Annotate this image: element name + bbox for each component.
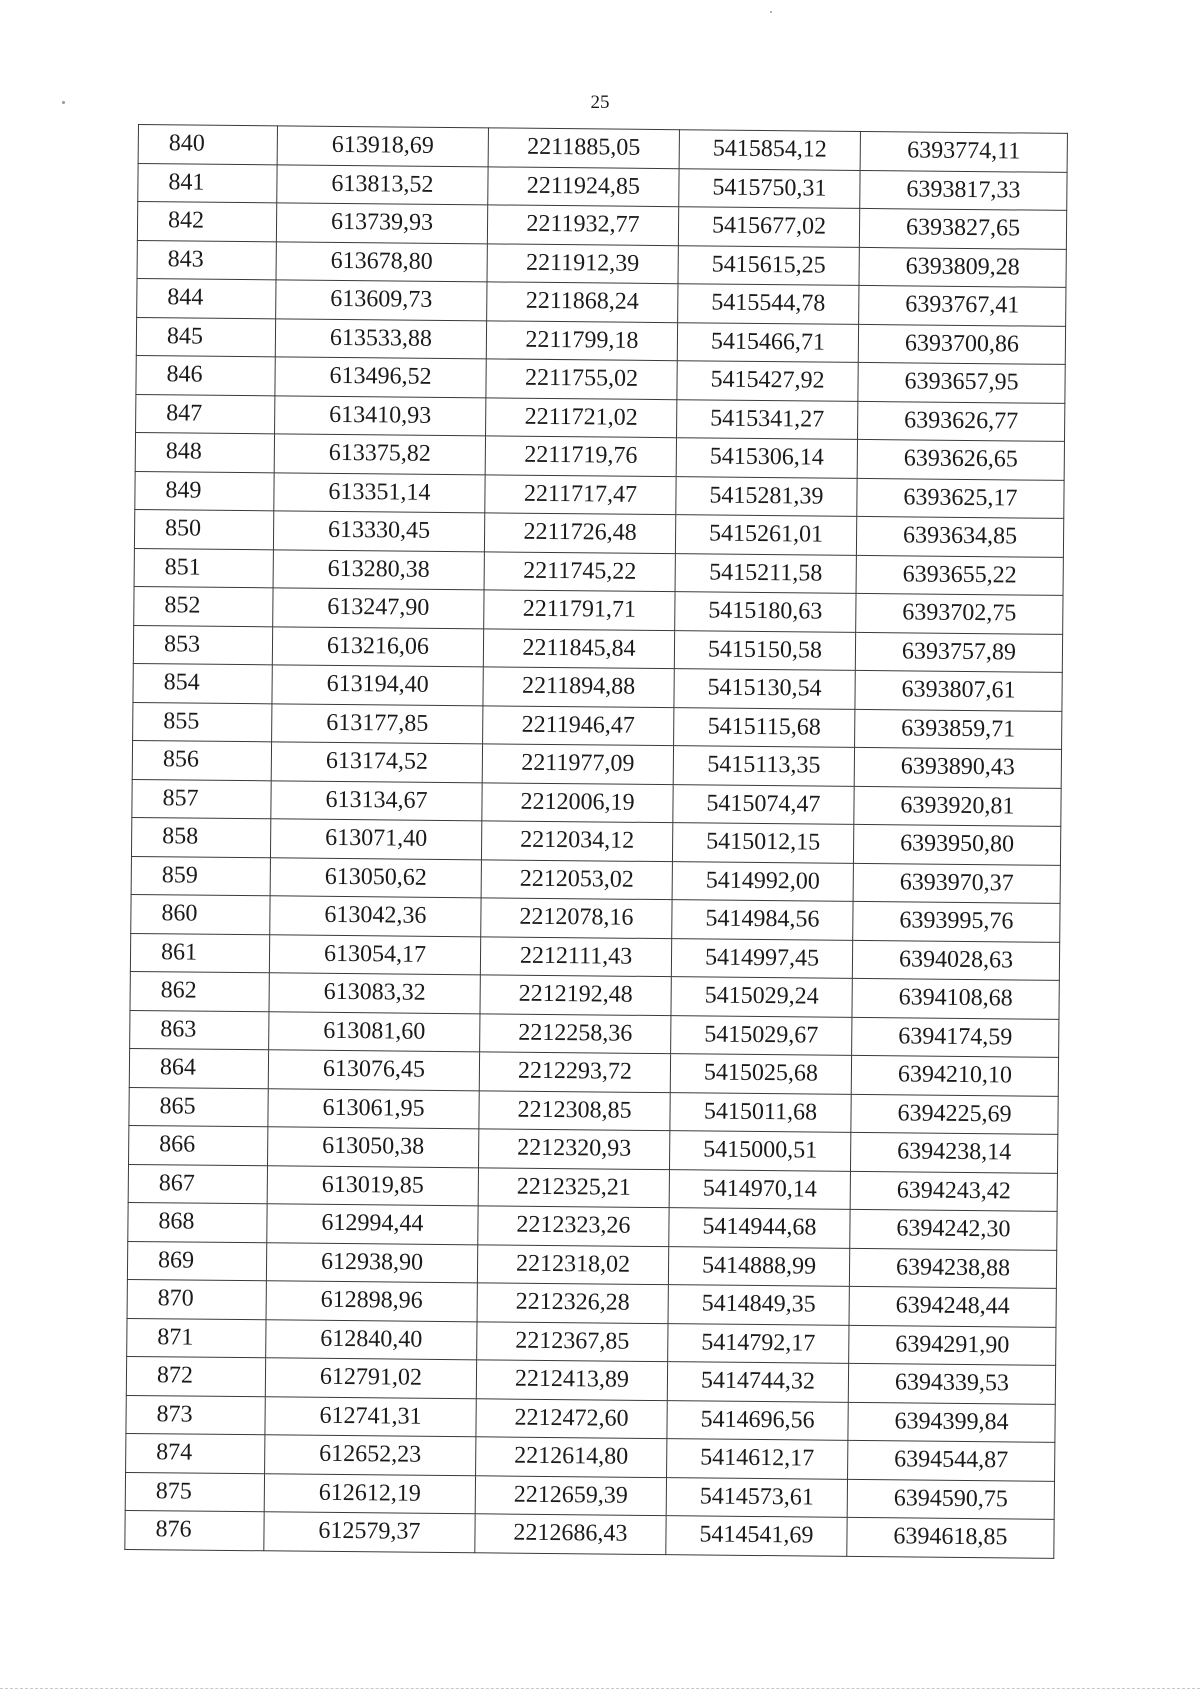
coordinate-cell: 613081,60 xyxy=(269,1011,480,1052)
coordinate-cell: 6393626,77 xyxy=(858,401,1065,441)
coordinate-cell: 6394174,59 xyxy=(852,1017,1059,1057)
coordinate-cell: 5415615,25 xyxy=(678,245,859,285)
point-number-cell: 846 xyxy=(136,355,275,395)
coordinate-cell: 5414744,32 xyxy=(667,1362,848,1402)
coordinate-cell: 5415341,27 xyxy=(677,399,858,439)
coordinate-cell: 612652,23 xyxy=(265,1435,476,1476)
coordinate-cell: 6394399,84 xyxy=(848,1402,1055,1442)
coordinate-cell: 613330,45 xyxy=(273,511,484,552)
coordinate-cell: 6394238,88 xyxy=(849,1248,1056,1288)
point-number-cell: 865 xyxy=(129,1087,268,1127)
coordinate-cell: 2211845,84 xyxy=(483,628,674,668)
coordinate-cell: 5414696,56 xyxy=(667,1400,848,1440)
point-number-cell: 863 xyxy=(130,1010,269,1050)
coordinate-cell: 5414888,99 xyxy=(668,1246,849,1286)
coordinate-cell: 613076,45 xyxy=(268,1050,479,1091)
coordinate-cell: 613134,67 xyxy=(271,780,482,821)
coordinate-cell: 5415544,78 xyxy=(678,284,859,324)
point-number-cell: 862 xyxy=(130,971,269,1011)
point-number-cell: 856 xyxy=(132,740,271,780)
coordinate-cell: 5415029,67 xyxy=(671,1015,852,1055)
coordinate-cell: 2211924,85 xyxy=(488,166,679,206)
coordinate-cell: 6393702,75 xyxy=(856,593,1063,633)
point-number-cell: 853 xyxy=(133,625,272,665)
coordinate-cell: 613351,14 xyxy=(274,472,485,513)
coordinate-cell: 613019,85 xyxy=(267,1165,478,1206)
coordinate-cell: 2211717,47 xyxy=(485,474,676,514)
coordinate-cell: 2211791,71 xyxy=(484,590,675,630)
coordinate-cell: 613050,38 xyxy=(268,1127,479,1168)
coordinate-cell: 2211721,02 xyxy=(486,397,677,437)
coordinate-cell: 5415000,51 xyxy=(669,1131,850,1171)
coordinate-cell: 6393700,86 xyxy=(858,324,1065,364)
coordinate-cell: 2211885,05 xyxy=(488,128,679,168)
coordinate-cell: 2212367,85 xyxy=(477,1321,668,1361)
coordinate-cell: 613061,95 xyxy=(268,1088,479,1129)
coordinate-cell: 6394339,53 xyxy=(848,1363,1055,1403)
coordinate-cell: 5415025,68 xyxy=(670,1054,851,1094)
coordinate-cell: 6393817,33 xyxy=(860,170,1067,210)
coordinate-cell: 2212308,85 xyxy=(479,1090,670,1130)
coordinate-cell: 5415150,58 xyxy=(674,630,855,670)
coordinate-cell: 2212293,72 xyxy=(479,1052,670,1092)
coordinate-cell: 612994,44 xyxy=(267,1204,478,1245)
coordinate-cell: 6393774,11 xyxy=(860,131,1067,171)
point-number-cell: 842 xyxy=(137,202,276,242)
coordinate-cell: 6393767,41 xyxy=(859,285,1066,325)
coordinate-cell: 6394238,14 xyxy=(850,1132,1057,1172)
coordinate-cell: 2211977,09 xyxy=(482,744,673,784)
coordinate-cell: 613813,52 xyxy=(277,164,488,205)
coordinate-cell: 613054,17 xyxy=(269,934,480,975)
coordinate-cell: 612938,90 xyxy=(266,1242,477,1283)
coordinate-cell: 5415677,02 xyxy=(678,207,859,247)
point-number-cell: 870 xyxy=(127,1279,266,1319)
coordinate-cell: 613042,36 xyxy=(270,896,481,937)
coordinate-cell: 613050,62 xyxy=(270,857,481,898)
coordinate-cell: 6394248,44 xyxy=(849,1286,1056,1326)
coordinate-cell: 2212326,28 xyxy=(477,1283,668,1323)
coordinate-cell: 613194,40 xyxy=(272,665,483,706)
point-number-cell: 848 xyxy=(135,432,274,472)
coordinate-cell: 5414984,56 xyxy=(672,900,853,940)
coordinate-cell: 5415261,01 xyxy=(675,515,856,555)
coordinate-cell: 613739,93 xyxy=(276,203,487,244)
table-row xyxy=(125,1510,1054,1557)
coordinate-cell: 2211799,18 xyxy=(486,320,677,360)
coordinate-cell: 6393827,65 xyxy=(859,208,1066,248)
point-number-cell: 844 xyxy=(137,278,276,318)
coordinate-cell: 2212325,21 xyxy=(478,1167,669,1207)
point-number-cell: 869 xyxy=(127,1241,266,1281)
point-number-cell: 864 xyxy=(129,1048,268,1088)
point-number-cell: 840 xyxy=(138,125,277,165)
coordinate-cell: 6393890,43 xyxy=(854,747,1061,787)
coordinate-cell: 5414792,17 xyxy=(668,1323,849,1363)
point-number-cell: 851 xyxy=(134,548,273,588)
coordinate-cell: 5415074,47 xyxy=(673,784,854,824)
coordinate-cell: 6394242,30 xyxy=(850,1209,1057,1249)
coordinate-cell: 2212078,16 xyxy=(481,898,672,938)
point-number-cell: 868 xyxy=(128,1202,267,1242)
coordinate-cell: 613174,52 xyxy=(271,742,482,783)
coordinate-cell: 613609,73 xyxy=(276,280,487,321)
coordinate-cell: 2211745,22 xyxy=(484,551,675,591)
coordinate-cell: 2211719,76 xyxy=(485,436,676,476)
coordinate-cell: 613410,93 xyxy=(275,395,486,436)
coordinate-cell: 6393859,71 xyxy=(855,709,1062,749)
coordinate-cell: 5415306,14 xyxy=(676,438,857,478)
coordinates-table-body xyxy=(125,125,1068,1558)
coordinate-cell: 612741,31 xyxy=(265,1396,476,1437)
coordinates-table xyxy=(124,124,1068,1558)
coordinate-cell: 6393970,37 xyxy=(853,863,1060,903)
coordinate-cell: 612791,02 xyxy=(265,1358,476,1399)
coordinate-cell: 6394291,90 xyxy=(849,1325,1056,1365)
point-number-cell: 861 xyxy=(130,933,269,973)
coordinate-cell: 613247,90 xyxy=(273,588,484,629)
coordinate-cell: 6393757,89 xyxy=(855,632,1062,672)
coordinate-cell: 6393995,76 xyxy=(853,901,1060,941)
coordinate-cell: 613177,85 xyxy=(272,703,483,744)
coordinate-cell: 5415180,63 xyxy=(675,592,856,632)
coordinate-cell: 2212614,80 xyxy=(476,1437,667,1477)
coordinate-cell: 6394028,63 xyxy=(852,940,1059,980)
coordinate-cell: 5415854,12 xyxy=(679,130,860,170)
coordinate-cell: 613678,80 xyxy=(276,241,487,282)
coordinate-cell: 613280,38 xyxy=(273,549,484,590)
coordinate-cell: 2211894,88 xyxy=(483,667,674,707)
point-number-cell: 872 xyxy=(126,1356,265,1396)
coordinate-cell: 6394108,68 xyxy=(852,978,1059,1018)
coordinate-cell: 2212258,36 xyxy=(480,1013,671,1053)
coordinate-cell: 5415427,92 xyxy=(677,361,858,401)
point-number-cell: 860 xyxy=(131,894,270,934)
coordinate-cell: 2212413,89 xyxy=(476,1360,667,1400)
coordinate-cell: 6393634,85 xyxy=(856,516,1063,556)
coordinate-cell: 6394210,10 xyxy=(851,1055,1058,1095)
coordinate-cell: 612579,37 xyxy=(264,1512,475,1553)
coordinate-cell: 5415113,35 xyxy=(673,746,854,786)
scan-edge-line xyxy=(0,1688,1200,1689)
coordinate-cell: 5414944,68 xyxy=(669,1208,850,1248)
coordinate-cell: 613533,88 xyxy=(275,318,486,359)
coordinate-cell: 5415750,31 xyxy=(679,168,860,208)
coordinate-cell: 613496,52 xyxy=(275,357,486,398)
coordinate-cell: 612612,19 xyxy=(264,1473,475,1514)
coordinate-cell: 6393920,81 xyxy=(854,786,1061,826)
point-number-cell: 843 xyxy=(137,240,276,280)
point-number-cell: 858 xyxy=(131,817,270,857)
point-number-cell: 849 xyxy=(135,471,274,511)
coordinate-cell: 5414997,45 xyxy=(671,938,852,978)
coordinate-cell: 6394225,69 xyxy=(851,1094,1058,1134)
coordinate-cell: 5415115,68 xyxy=(674,707,855,747)
coordinate-cell: 2211755,02 xyxy=(486,359,677,399)
coordinate-cell: 2211726,48 xyxy=(484,513,675,553)
point-number-cell: 854 xyxy=(133,663,272,703)
point-number-cell: 871 xyxy=(127,1318,266,1358)
coordinate-cell: 2212472,60 xyxy=(476,1398,667,1438)
coordinate-cell: 6394544,87 xyxy=(848,1440,1055,1480)
coordinate-cell: 6394243,42 xyxy=(850,1171,1057,1211)
coordinate-cell: 5414970,14 xyxy=(669,1169,850,1209)
point-number-cell: 850 xyxy=(134,509,273,549)
coordinate-cell: 6394590,75 xyxy=(847,1479,1054,1519)
point-number-cell: 866 xyxy=(129,1125,268,1165)
scan-speck xyxy=(62,101,65,104)
coordinate-cell: 612898,96 xyxy=(266,1281,477,1322)
coordinate-cell: 2211868,24 xyxy=(487,282,678,322)
point-number-cell: 845 xyxy=(136,317,275,357)
coordinate-cell: 2212318,02 xyxy=(477,1244,668,1284)
coordinate-cell: 5415029,24 xyxy=(671,977,852,1017)
coordinate-cell: 5414612,17 xyxy=(667,1439,848,1479)
coordinate-cell: 613083,32 xyxy=(269,973,480,1014)
point-number-cell: 855 xyxy=(133,702,272,742)
scan-speck xyxy=(770,11,772,13)
coordinate-cell: 2212320,93 xyxy=(479,1129,670,1169)
coordinate-cell: 2212192,48 xyxy=(480,975,671,1015)
coordinate-cell: 5414992,00 xyxy=(672,861,853,901)
coordinate-cell: 612840,40 xyxy=(266,1319,477,1360)
point-number-cell: 857 xyxy=(132,779,271,819)
coordinate-cell: 2212111,43 xyxy=(480,936,671,976)
coordinate-cell: 6393950,80 xyxy=(853,824,1060,864)
coordinate-cell: 6393626,65 xyxy=(857,439,1064,479)
point-number-cell: 875 xyxy=(125,1472,264,1512)
coordinate-cell: 6393625,17 xyxy=(857,478,1064,518)
coordinate-cell: 2211912,39 xyxy=(487,243,678,283)
coordinate-cell: 6393809,28 xyxy=(859,247,1066,287)
coordinate-cell: 613071,40 xyxy=(270,819,481,860)
coordinate-cell: 2212686,43 xyxy=(475,1514,666,1554)
point-number-cell: 859 xyxy=(131,856,270,896)
coordinate-cell: 5414541,69 xyxy=(666,1516,847,1556)
coordinate-cell: 5415211,58 xyxy=(675,553,856,593)
coordinate-cell: 6393657,95 xyxy=(858,362,1065,402)
coordinate-cell: 2212053,02 xyxy=(481,859,672,899)
coordinate-cell: 2212034,12 xyxy=(481,821,672,861)
coordinate-cell: 2212006,19 xyxy=(482,782,673,822)
coordinate-cell: 5415281,39 xyxy=(676,476,857,516)
point-number-cell: 874 xyxy=(126,1433,265,1473)
coordinate-cell: 5415011,68 xyxy=(670,1092,851,1132)
page-number: 25 xyxy=(590,92,610,113)
point-number-cell: 847 xyxy=(136,394,275,434)
point-number-cell: 867 xyxy=(128,1164,267,1204)
coordinate-cell: 5415466,71 xyxy=(677,322,858,362)
coordinate-cell: 2212659,39 xyxy=(475,1475,666,1515)
point-number-cell: 873 xyxy=(126,1395,265,1435)
coordinate-cell: 2211932,77 xyxy=(487,205,678,245)
coordinate-cell: 613216,06 xyxy=(272,626,483,667)
coordinate-cell: 5415012,15 xyxy=(672,823,853,863)
coordinate-cell: 5414573,61 xyxy=(666,1477,847,1517)
coordinate-cell: 5415130,54 xyxy=(674,669,855,709)
coordinate-cell: 2211946,47 xyxy=(483,705,674,745)
coordinate-cell: 613918,69 xyxy=(277,126,488,167)
coordinate-cell: 2212323,26 xyxy=(478,1206,669,1246)
coordinate-cell: 6394618,85 xyxy=(847,1517,1054,1557)
coordinate-cell: 6393655,22 xyxy=(856,555,1063,595)
coordinate-cell: 5414849,35 xyxy=(668,1285,849,1325)
coordinate-cell: 6393807,61 xyxy=(855,670,1062,710)
point-number-cell: 852 xyxy=(134,586,273,626)
point-number-cell: 841 xyxy=(138,163,277,203)
point-number-cell: 876 xyxy=(125,1510,264,1550)
coordinate-cell: 613375,82 xyxy=(274,434,485,475)
